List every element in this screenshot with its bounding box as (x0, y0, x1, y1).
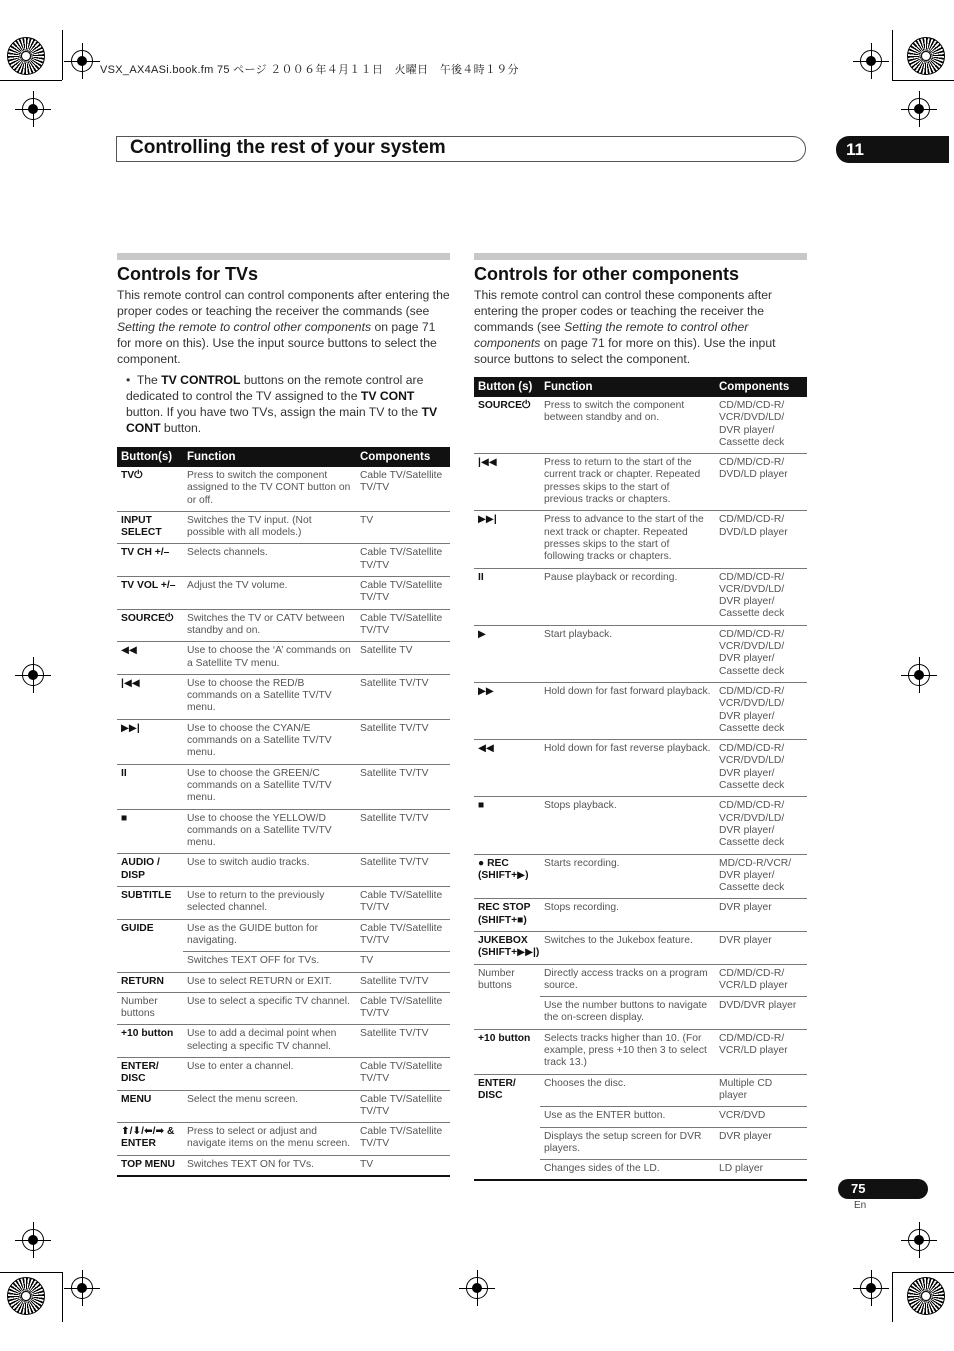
section-rule (117, 253, 450, 260)
components-cell: Cable TV/Satellite TV/TV (356, 1090, 450, 1123)
table-row (117, 952, 450, 972)
table-row (474, 931, 807, 964)
function-cell: Use as the ENTER button. (540, 1107, 715, 1127)
button-cell: TV CH +/– (117, 544, 183, 577)
crosshair-icon (860, 50, 882, 72)
function-cell: Use to switch audio tracks. (183, 854, 356, 887)
components-cell: Satellite TV/TV (356, 674, 450, 719)
button-cell: TOP MENU (117, 1155, 183, 1176)
function-cell: Hold down for fast reverse playback. (540, 740, 715, 797)
button-cell: TV VOL +/– (117, 577, 183, 610)
function-cell: Start playback. (540, 625, 715, 682)
components-cell: CD/MD/CD-R/ VCR/DVD/LD/ DVR player/ Cassette deck (715, 625, 807, 682)
crosshair-icon (22, 98, 44, 120)
tv-rows (117, 467, 450, 1176)
table-header: Button(s) (117, 447, 183, 467)
function-cell: Pause playback or recording. (540, 568, 715, 625)
components-cell: Multiple CD player (715, 1074, 807, 1107)
function-cell: Press to advance to the start of the next track or chapter. Repeated presses skips to the start of following tracks or chapters. (540, 511, 715, 568)
components-cell: CD/MD/CD-R/ VCR/LD player (715, 964, 807, 997)
table-row (117, 674, 450, 719)
table-row (474, 964, 807, 997)
button-cell: AUDIO / DISP (117, 854, 183, 887)
function-cell: Use to choose the CYAN/E commands on a Satellite TV/TV menu. (183, 719, 356, 764)
components-cell: CD/MD/CD-R/ VCR/DVD/LD/ DVR player/ Cassette deck (715, 568, 807, 625)
function-cell: Press to switch the component assigned to the TV CONT button on or off. (183, 467, 356, 511)
button-cell: +10 button (117, 1025, 183, 1058)
table-row (117, 972, 450, 992)
button-cell: II (117, 764, 183, 809)
function-cell: Chooses the disc. (540, 1074, 715, 1107)
table-row (117, 1155, 450, 1176)
button-cell: |◀◀ (474, 454, 540, 511)
table-row (474, 1107, 807, 1127)
function-cell: Use to choose the GREEN/C commands on a Satellite TV/TV menu. (183, 764, 356, 809)
table-header: Components (356, 447, 450, 467)
table-row (117, 764, 450, 809)
function-cell: Press to switch the component between standby and on. (540, 397, 715, 454)
components-cell: Cable TV/Satellite TV/TV (356, 577, 450, 610)
components-cell: Satellite TV/TV (356, 972, 450, 992)
button-cell: ENTER/ DISC (478, 1077, 516, 1101)
function-cell: Press to select or adjust and navigate items on the menu screen. (183, 1123, 356, 1156)
button-cell: MENU (117, 1090, 183, 1123)
function-cell: Use to choose the RED/B commands on a Satellite TV/TV menu. (183, 674, 356, 719)
table-row (117, 467, 450, 511)
table-row (474, 899, 807, 932)
button-cell: ◀◀ (474, 740, 540, 797)
components-cell: Satellite TV (356, 642, 450, 675)
button-cell: ■ (474, 797, 540, 854)
table-row (117, 719, 450, 764)
button-cell: +10 button (474, 1029, 540, 1074)
tv-intro-paragraph: This remote control can control components after entering the proper codes or teaching the receiver the commands (see Setting the remote to control other components on page 71 for more on this). Use the input source buttons to select the component. (117, 288, 450, 366)
function-cell: Use to choose the ‘A’ commands on a Satellite TV menu. (183, 642, 356, 675)
components-cell: Cable TV/Satellite TV/TV (356, 609, 450, 642)
function-cell: Use to add a decimal point when selecting a specific TV channel. (183, 1025, 356, 1058)
table-row (474, 740, 807, 797)
components-cell: CD/MD/CD-R/ DVD/LD player (715, 454, 807, 511)
tv-control-note: • The TV CONTROL buttons on the remote control are dedicated to control the TV assigned to the TV CONT button. If you have two TVs, assign the main TV to the TV CONT button. (126, 373, 438, 435)
components-cell: Cable TV/Satellite TV/TV (356, 1057, 450, 1090)
components-cell: Satellite TV/TV (356, 1025, 450, 1058)
button-cell: ▶▶ (474, 682, 540, 739)
button-cell: TV⏻ (117, 467, 183, 511)
function-cell: Switches the TV or CATV between standby and on. (183, 609, 356, 642)
button-cell: SOURCE⏻ (117, 609, 183, 642)
button-cell: ▶▶| (117, 719, 183, 764)
components-cell: CD/MD/CD-R/ VCR/LD player (715, 1029, 807, 1074)
button-cell: ■ (117, 809, 183, 854)
table-row (474, 511, 807, 568)
button-cell: ◀◀ (117, 642, 183, 675)
table-header: Function (183, 447, 356, 467)
components-cell: Satellite TV/TV (356, 809, 450, 854)
registration-star-icon (907, 1277, 945, 1315)
components-cell: Cable TV/Satellite TV/TV (356, 992, 450, 1025)
button-cell: ▶ (474, 625, 540, 682)
table-row (117, 544, 450, 577)
table-row (474, 797, 807, 854)
components-cell: DVR player (715, 899, 807, 932)
table-row (474, 682, 807, 739)
tv-controls-table (117, 447, 450, 1177)
table-row (117, 511, 450, 544)
section-title-other: Controls for other components (474, 264, 739, 284)
button-cell: SOURCE⏻ (474, 397, 540, 454)
components-cell: DVD/DVR player (715, 997, 807, 1030)
table-header: Button (s) (474, 377, 540, 397)
components-cell: CD/MD/CD-R/ VCR/DVD/LD/ DVR player/ Cassette deck (715, 740, 807, 797)
components-cell: Satellite TV/TV (356, 764, 450, 809)
table-header: Components (715, 377, 807, 397)
components-cell: Cable TV/Satellite TV/TV (356, 467, 450, 511)
button-cell: Number buttons (478, 967, 515, 991)
function-cell: Press to return to the start of the current track or chapter. Repeated presses skips to the start of previous tracks or chapters. (540, 454, 715, 511)
components-cell: VCR/DVD (715, 1107, 807, 1127)
crosshair-icon (71, 50, 93, 72)
function-cell: Directly access tracks on a program source. (540, 964, 715, 997)
crosshair-icon (22, 664, 44, 686)
function-cell: Displays the setup screen for DVR players. (540, 1127, 715, 1160)
button-cell: REC STOP (SHIFT+■) (474, 899, 540, 932)
button-cell: INPUT SELECT (117, 511, 183, 544)
function-cell: Selects tracks higher than 10. (For example, press +10 then 3 to select track 13.) (540, 1029, 715, 1074)
button-cell: JUKEBOX (SHIFT+▶▶|) (474, 931, 540, 964)
chapter-title: Controlling the rest of your system (130, 137, 446, 158)
button-cell (117, 952, 183, 972)
button-cell (474, 1127, 540, 1160)
function-cell: Use to select RETURN or EXIT. (183, 972, 356, 992)
registration-star-icon (7, 1277, 45, 1315)
crosshair-icon (908, 664, 930, 686)
table-row (474, 568, 807, 625)
table-row (474, 1160, 807, 1181)
table-row (474, 854, 807, 899)
components-cell: Cable TV/Satellite TV/TV (356, 919, 450, 952)
crosshair-icon (22, 1229, 44, 1251)
button-cell: GUIDE (121, 922, 154, 934)
table-row (117, 887, 450, 920)
function-cell: Switches TEXT OFF for TVs. (183, 952, 356, 972)
function-cell: Use the number buttons to navigate the on-screen display. (540, 997, 715, 1030)
button-cell: II (474, 568, 540, 625)
button-cell: Number buttons (117, 992, 183, 1025)
crosshair-icon (860, 1277, 882, 1299)
function-cell: Switches TEXT ON for TVs. (183, 1155, 356, 1176)
components-cell: DVR player (715, 931, 807, 964)
table-row (474, 1127, 807, 1160)
table-row (117, 1090, 450, 1123)
section-title-tvs: Controls for TVs (117, 264, 259, 284)
table-row (117, 809, 450, 854)
crosshair-icon (908, 1229, 930, 1251)
table-row (474, 397, 807, 454)
function-cell: Use to return to the previously selected channel. (183, 887, 356, 920)
components-cell: TV (356, 1155, 450, 1176)
button-cell (474, 997, 540, 1030)
button-cell: ● REC (SHIFT+▶) (474, 854, 540, 899)
button-cell: ▶▶| (474, 511, 540, 568)
chapter-number-badge: 11 (836, 136, 949, 163)
components-cell: CD/MD/CD-R/ VCR/DVD/LD/ DVR player/ Cassette deck (715, 682, 807, 739)
function-cell: Stops playback. (540, 797, 715, 854)
components-cell: CD/MD/CD-R/ VCR/DVD/LD/ DVR player/ Cassette deck (715, 397, 807, 454)
components-cell: TV (356, 511, 450, 544)
components-cell: Cable TV/Satellite TV/TV (356, 544, 450, 577)
function-cell: Use to choose the YELLOW/D commands on a Satellite TV/TV menu. (183, 809, 356, 854)
page-reference-link: Setting the remote to control other components (117, 320, 372, 334)
table-row (117, 992, 450, 1025)
table-row (474, 1074, 807, 1107)
function-cell: Starts recording. (540, 854, 715, 899)
table-row (117, 1025, 450, 1058)
section-rule (474, 253, 807, 260)
button-cell: ENTER/ DISC (117, 1057, 183, 1090)
table-row (117, 642, 450, 675)
registration-star-icon (7, 37, 45, 75)
table-row (117, 919, 450, 952)
button-cell: RETURN (117, 972, 183, 992)
crosshair-icon (466, 1277, 488, 1299)
function-cell: Selects channels. (183, 544, 356, 577)
function-cell: Use as the GUIDE button for navigating. (183, 919, 356, 952)
table-row (117, 1057, 450, 1090)
file-header: VSX_AX4ASi.book.fm 75 ページ ２００６年４月１１日 火曜日 午後４時１９分 (100, 64, 519, 76)
page-number-badge: 75 (838, 1179, 928, 1199)
page-reference-link: Setting the remote to control other components (474, 320, 749, 350)
table-row (474, 625, 807, 682)
components-cell: MD/CD-R/VCR/ DVR player/ Cassette deck (715, 854, 807, 899)
components-cell: Cable TV/Satellite TV/TV (356, 1123, 450, 1156)
other-intro-paragraph: This remote control can control these components after entering the proper codes or teaching the receiver the commands (see Setting the remote to control other components on page 71 for more on this). Use the input source buttons to select the component. (474, 288, 776, 366)
table-row (117, 609, 450, 642)
function-cell: Hold down for fast forward playback. (540, 682, 715, 739)
page-language: En (854, 1200, 867, 1211)
crosshair-icon (908, 98, 930, 120)
function-cell: Stops recording. (540, 899, 715, 932)
table-row (474, 454, 807, 511)
button-cell: SUBTITLE (117, 887, 183, 920)
components-cell: LD player (715, 1160, 807, 1181)
table-row (117, 1123, 450, 1156)
other-rows (474, 397, 807, 1180)
button-cell: ⬆/⬇/⬅/➡ & ENTER (117, 1123, 183, 1156)
button-cell: |◀◀ (117, 674, 183, 719)
components-cell: TV (356, 952, 450, 972)
table-row (474, 997, 807, 1030)
function-cell: Switches the TV input. (Not possible with all models.) (183, 511, 356, 544)
function-cell: Use to select a specific TV channel. (183, 992, 356, 1025)
table-header: Function (540, 377, 715, 397)
components-cell: Cable TV/Satellite TV/TV (356, 887, 450, 920)
components-cell: Satellite TV/TV (356, 854, 450, 887)
components-cell: DVR player (715, 1127, 807, 1160)
components-cell: Satellite TV/TV (356, 719, 450, 764)
button-cell (474, 1107, 540, 1127)
function-cell: Switches to the Jukebox feature. (540, 931, 715, 964)
function-cell: Use to enter a channel. (183, 1057, 356, 1090)
table-row (117, 854, 450, 887)
components-cell: CD/MD/CD-R/ VCR/DVD/LD/ DVR player/ Cassette deck (715, 797, 807, 854)
crosshair-icon (71, 1277, 93, 1299)
registration-star-icon (907, 37, 945, 75)
table-row (117, 577, 450, 610)
function-cell: Changes sides of the LD. (540, 1160, 715, 1181)
table-row (474, 1029, 807, 1074)
components-cell: CD/MD/CD-R/ DVD/LD player (715, 511, 807, 568)
other-controls-table (474, 377, 807, 1181)
button-cell (474, 1160, 540, 1181)
function-cell: Select the menu screen. (183, 1090, 356, 1123)
function-cell: Adjust the TV volume. (183, 577, 356, 610)
